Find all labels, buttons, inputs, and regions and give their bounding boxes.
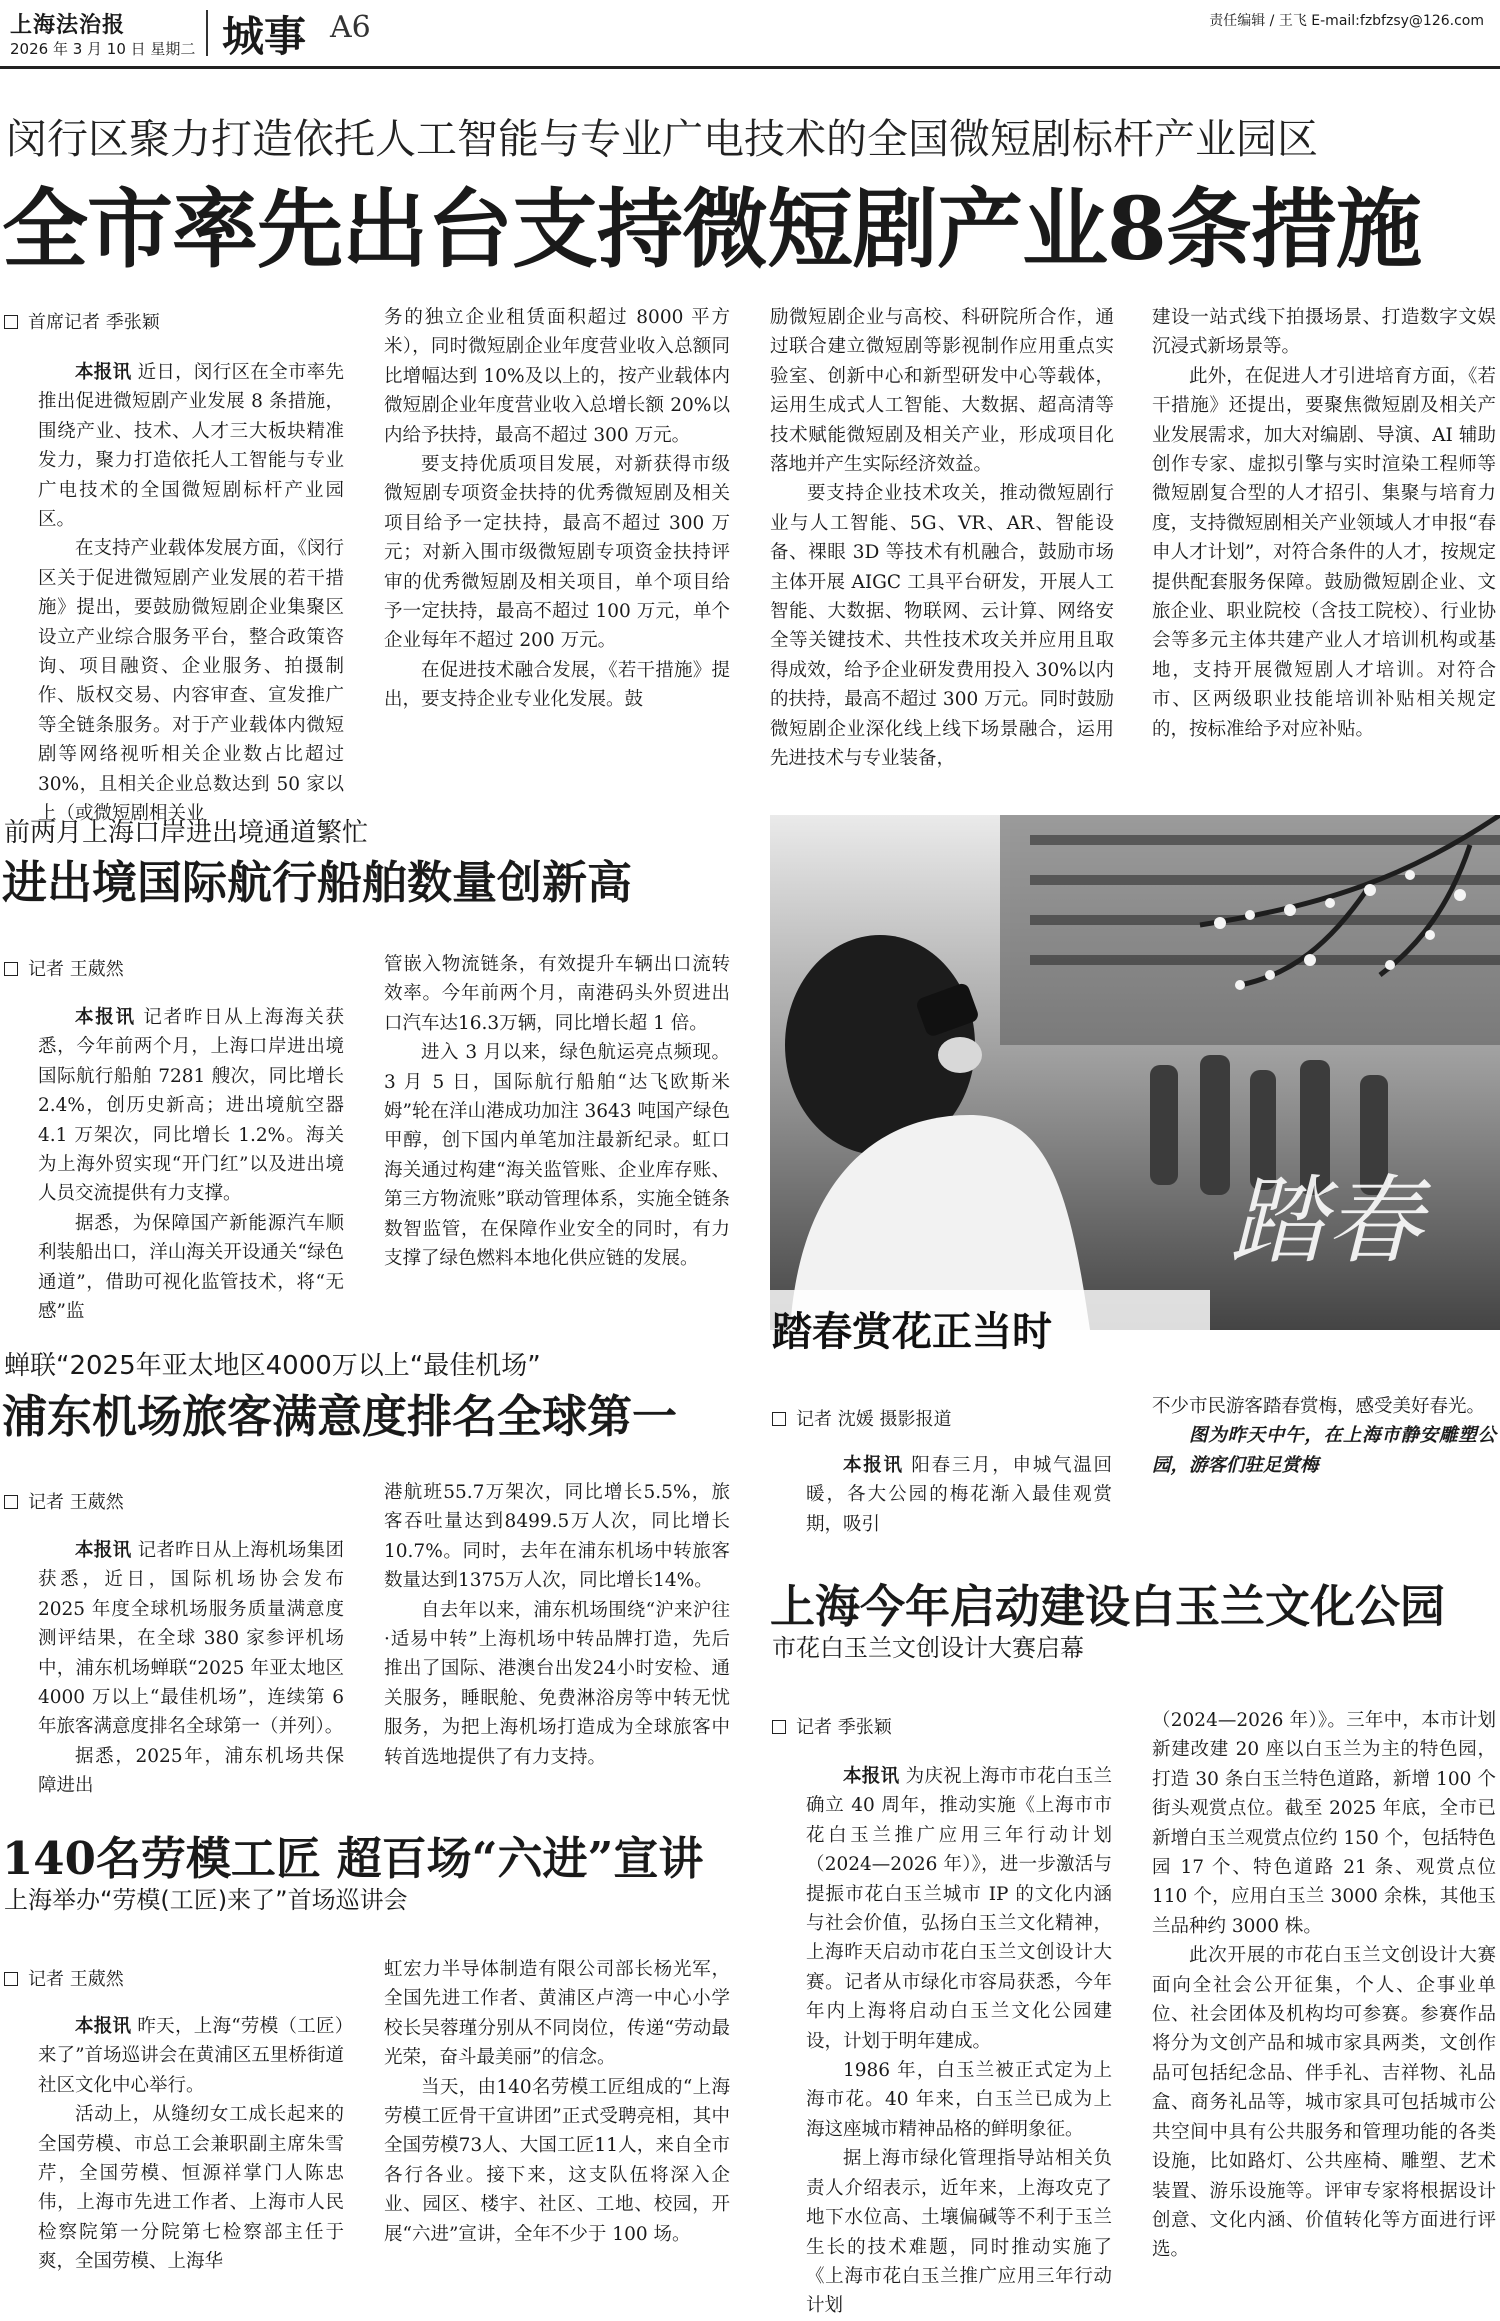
editor-info: 责任编辑 / 王飞 E-mail:fzbfzsy@126.com [1209, 13, 1484, 29]
paragraph [38, 534, 344, 828]
newspaper-logo: 上海法治报 [10, 12, 126, 38]
labor-col-2 [384, 1955, 730, 2249]
labor-subtitle: 上海举办“劳模(工匠)来了”首场巡讲会 [4, 1886, 408, 1914]
paragraph [1152, 303, 1496, 362]
photo-headline: 踏春赏花正当时 [772, 1308, 1052, 1355]
paragraph [806, 1451, 1112, 1539]
lead-col-4 [1152, 303, 1496, 744]
byline-text: 首席记者 季张颖 [28, 312, 160, 333]
paragraph-text: 自去年以来，浦东机场围绕“沪来沪往·适易中转”上海机场中转品牌打造，先后推出了国际、港澳台出发24小时安检、通关服务，睡眠舱、免费淋浴房等中转无忧服务，为把上海机场打造成为全球旅客中转首选地提供了有力支持。 [384, 1599, 730, 1768]
paragraph [1152, 1941, 1496, 2264]
paragraph [38, 1742, 344, 1801]
paragraph-text: 不少市民游客踏春赏梅，感受美好春光。 [1152, 1396, 1486, 1417]
paragraph-text: 据上海市绿化管理指导站相关负责人介绍表示，近年来，上海攻克了地下水位高、土壤偏碱等不利于玉兰生长的技术难题，同时推动实施了《上海市花白玉兰推广应用三年行动计划 [806, 2148, 1112, 2317]
lead-col-1 [38, 358, 344, 829]
ship-kicker: 前两月上海口岸进出境通道繁忙 [4, 818, 369, 848]
paragraph [806, 2144, 1112, 2320]
paragraph-text: 据悉，为保障国产新能源汽车顺利装船出口，洋山海关开设通关“绿色通道”，借助可视化监管技术，将“无感”监 [38, 1212, 344, 1323]
photo-byline [772, 1405, 951, 1431]
ship-col-2 [384, 950, 730, 1273]
dateline: 本报讯 [75, 362, 132, 383]
dateline: 本报讯 [843, 1455, 904, 1476]
paragraph [384, 1478, 730, 1596]
paragraph [38, 2100, 344, 2276]
magnolia-subtitle: 市花白玉兰文创设计大赛启幕 [772, 1634, 1084, 1662]
byline-box-icon [772, 1412, 786, 1426]
labor-col-1 [38, 2012, 344, 2277]
paragraph [384, 1955, 730, 2073]
byline-box-icon [4, 962, 18, 976]
byline-text: 记者 王葳然 [28, 959, 124, 980]
lead-kicker: 闵行区聚力打造依托人工智能与专业广电技术的全国微短剧标杆产业园区 [6, 115, 1318, 163]
paragraph-text: 励微短剧企业与高校、科研院所合作，通过联合建立微短剧等影视制作应用重点实验室、创新中心和新型研发中心等载体，运用生成式人工智能、大数据、超高清等技术赋能微短剧及相关产业，形成项目化落地并产生实际经济效益。 [770, 307, 1114, 476]
paragraph [384, 950, 730, 1038]
paragraph-text: 记者昨日从上海海关获悉，今年前两个月，上海口岸进出境国际航行船舶 7281 艘次，同比增长 2.4%，创历史新高；进出境航空器 4.1 万架次，同比增长 1.2%。海关为上海外贸实现“开门红”以及进出境人员交流提供有力支撑。 [38, 1007, 344, 1205]
dateline: 本报讯 [75, 1007, 136, 1028]
paragraph [38, 1536, 344, 1742]
masthead-rule [0, 66, 1500, 69]
paragraph [384, 303, 730, 450]
dateline: 本报讯 [75, 1540, 132, 1561]
issue-date: 2026 年 3 月 10 日 星期二 [10, 40, 196, 58]
ship-col-1 [38, 1003, 344, 1326]
section-name: 城事 [222, 12, 307, 61]
paragraph [1152, 362, 1496, 744]
paragraph-text: 近日，闵行区在全市率先推出促进微短剧产业发展 8 条措施，围绕产业、技术、人才三大板块精准发力，聚力打造依托人工智能与专业广电技术的全国微短剧标杆产业园区。 [38, 362, 344, 531]
paragraph-text: 活动上，从缝纫女工成长起来的全国劳模、市总工会兼职副主席朱雪芹，全国劳模、恒源祥掌门人陈忠伟，上海市先进工作者、上海市人民检察院第一分院第七检察部主任于爽，全国劳模、上海华 [38, 2104, 344, 2273]
paragraph [1152, 1392, 1496, 1421]
paragraph [1152, 1706, 1496, 1941]
page-number: A6 [330, 10, 371, 45]
paragraph [384, 1596, 730, 1772]
paragraph [384, 1038, 730, 1273]
labor-byline [4, 1965, 124, 1991]
magnolia-headline: 上海今年启动建设白玉兰文化公园 [770, 1580, 1446, 1633]
paragraph-text: 要支持优质项目发展，对新获得市级微短剧专项资金扶持的优秀微短剧及相关项目给予一定扶持，最高不超过 300 万元；对新入围市级微短剧专项资金扶持评审的优秀微短剧及相关项目，单个项目给予一定扶持，最高不超过 100 万元，单个企业每年不超过 200 万元。 [384, 454, 730, 652]
paragraph-text: 阳春三月，申城气温回暖，各大公园的梅花渐入最佳观赏期，吸引 [806, 1455, 1112, 1535]
byline-text: 记者 王葳然 [28, 1492, 124, 1513]
masthead-divider [206, 10, 208, 56]
paragraph [806, 1762, 1112, 2056]
byline-box-icon [4, 315, 18, 329]
byline-box-icon [772, 1720, 786, 1734]
byline-box-icon [4, 1972, 18, 1986]
ship-byline [4, 955, 124, 981]
dateline: 本报讯 [843, 1766, 900, 1787]
paragraph-text: 昨天，上海“劳模（工匠）来了”首场巡讲会在黄浦区五里桥街道社区文化中心举行。 [38, 2016, 344, 2096]
byline-box-icon [4, 1495, 18, 1509]
paragraph [770, 479, 1114, 773]
paragraph [38, 1209, 344, 1327]
paragraph [384, 450, 730, 656]
paragraph-text: 建设一站式线下拍摄场景、打造数字文娱沉浸式新场景等。 [1152, 307, 1496, 358]
magnolia-byline [772, 1713, 892, 1739]
lead-headline: 全市率先出台支持微短剧产业8条措施 [2, 179, 1421, 280]
paragraph-text: 此次开展的市花白玉兰文创设计大赛面向全社会公开征集，个人、企事业单位、社会团体及机构均可参赛。参赛作品将分为文创产品和城市家具两类，文创作品可包括纪念品、伴手礼、吉祥物、礼品盒、商务礼品等，城市家具可包括城市公共空间中具有公共服务和管理功能的各类设施，比如路灯、公共座椅、雕塑、艺术装置、游乐设施等。评审专家将根据设计创意、文化内涵、价值转化等方面进行评选。 [1152, 1945, 1496, 2261]
paragraph-text: 进入 3 月以来，绿色航运亮点频现。3 月 5 日，国际航行船舶“达飞欧斯米姆”轮在洋山港成功加注 3643 吨国产绿色甲醇，创下国内单笔加注最新纪录。虹口海关通过构建“海关监管账、企业库存账、第三方物流账”联动管理体系，实施全链条数智监管，在保障作业安全的同时，有力支撑了绿色燃料本地化供应链的发展。 [384, 1042, 730, 1270]
airport-col-1 [38, 1536, 344, 1801]
byline-text: 记者 沈媛 摄影报道 [796, 1409, 952, 1430]
magnolia-col-1 [806, 1762, 1112, 2321]
magnolia-col-2 [1152, 1706, 1496, 2265]
paragraph-text: 在支持产业载体发展方面，《闵行区关于促进微短剧产业发展的若干措施》提出，要鼓励微短剧企业集聚区设立产业综合服务平台，整合政策咨询、项目融资、企业服务、拍摄制作、版权交易、内容审查、宣发推广等全链条服务。对于产业载体内微短剧等网络视听相关企业数占比超过 30%，且相关企业总数达到 50 家以上（或微短剧相关业 [38, 538, 344, 825]
paragraph-text: 据悉，2025年，浦东机场共保障进出 [38, 1745, 344, 1797]
airport-byline [4, 1488, 124, 1514]
photo-watermark: 踏春 [1230, 1165, 1422, 1277]
paragraph-text: 务的独立企业租赁面积超过 8000 平方米），同时微短剧企业年度营业收入总额同比增幅达到 10%及以上的，按产业载体内微短剧企业年度营业收入总增长额 20%以内给予扶持，最高不超过 300 万元。 [384, 307, 730, 446]
airport-headline: 浦东机场旅客满意度排名全球第一 [2, 1390, 678, 1443]
paragraph-text: 为庆祝上海市市花白玉兰确立 40 周年，推动实施《上海市市花白玉兰推广应用三年行动计划（2024—2026 年）》，进一步激活与提振市花白玉兰城市 IP 的文化内涵与社会价值，弘扬白玉兰文化精神，上海昨天启动市花白玉兰文创设计大赛。记者从市绿化市容局获悉，今年年内上海将启动白玉兰文化公园建设，计划于明年建成。 [806, 1766, 1112, 2052]
paragraph-text: 虹宏力半导体制造有限公司部长杨光军，全国先进工作者、黄浦区卢湾一中心小学校长吴蓉瑾分别从不同岗位，传递“劳动最光荣，奋斗最美丽”的信念。 [384, 1959, 730, 2069]
paragraph [384, 656, 730, 715]
paragraph [384, 2073, 730, 2249]
paragraph-text: 此外，在促进人才引进培育方面，《若干措施》还提出，要聚焦微短剧及相关产业发展需求，加大对编剧、导演、AI 辅助创作专家、虚拟引擎与实时渲染工程师等微短剧复合型的人才招引、集聚与培育力度，支持微短剧相关产业领域人才申报“春申人才计划”，对符合条件的人才，按规定提供配套服务保障。鼓励微短剧企业、文旅企业、职业院校（含技工院校）、行业协会等多元主体共建产业人才培训机构或基地，支持开展微短剧人才培训。对符合市、区两级职业技能培训补贴相关规定的，按标准给予对应补贴。 [1152, 365, 1496, 740]
lead-col-3 [770, 303, 1114, 774]
airport-kicker: 蝉联“2025年亚太地区4000万以上“最佳机场” [4, 1351, 541, 1381]
paragraph [1152, 1421, 1496, 1480]
paragraph-text: 要支持企业技术攻关，推动微短剧行业与人工智能、5G、VR、AR、智能设备、裸眼 3D 等技术有机融合，鼓励市场主体开展 AIGC 工具平台研发，开展人工智能、大数据、物联网、云计算、网络安全等关键技术、共性技术攻关并应用且取得成效，给予企业研发费用投入 30%以内的扶持，最高不超过 300 万元。同时鼓励微短剧企业深化线上线下场景融合，运用先进技术与专业装备， [770, 483, 1114, 770]
airport-col-2 [384, 1478, 730, 1772]
paragraph [38, 358, 344, 534]
lead-byline [4, 308, 160, 334]
paragraph [806, 2056, 1112, 2144]
paragraph-text: 在促进技术融合发展，《若干措施》提出，要支持企业专业化发展。鼓 [384, 659, 730, 711]
paragraph-text: （2024—2026 年）》。三年中，本市计划新建改建 20 座以白玉兰为主的特色园，打造 30 条白玉兰特色道路，新增 100 个街头观赏点位。截至 2025 年底，全市已新增白玉兰观赏点位约 150 个，包括特色园 17 个、特色道路 21 条、观赏点位 110 个，应用白玉兰 3000 余株，其他玉兰品种约 3000 株。 [1152, 1710, 1496, 1937]
paragraph-text: 当天，由140名劳模工匠组成的“上海劳模工匠骨干宣讲团”正式受聘亮相，其中全国劳模73人、大国工匠11人，来自全市各行各业。接下来，这支队伍将深入企业、园区、楼宇、社区、工地、校园，开展“六进”宣讲，全年不少于 100 场。 [384, 2076, 730, 2245]
paragraph-text: 港航班55.7万架次，同比增长5.5%，旅客吞吐量达到8499.5万人次，同比增长10.7%。同时，去年在浦东机场中转旅客数量达到1375万人次，同比增长14%。 [384, 1482, 730, 1592]
paragraph-text: 管嵌入物流链条，有效提升车辆出口流转效率。今年前两个月，南港码头外贸进出口汽车达16.3万辆，同比增长超 1 倍。 [384, 954, 730, 1034]
byline-text: 记者 季张颖 [796, 1717, 892, 1738]
ship-headline: 进出境国际航行船舶数量创新高 [2, 856, 633, 909]
byline-text: 记者 王葳然 [28, 1969, 124, 1990]
lead-col-2 [384, 303, 730, 715]
photo-col-1 [806, 1451, 1112, 1539]
paragraph [38, 2012, 344, 2100]
paragraph [770, 303, 1114, 479]
photo-col-2 [1152, 1392, 1496, 1480]
labor-headline: 140名劳模工匠 超百场“六进”宣讲 [2, 1832, 704, 1885]
paragraph-text: 1986 年，白玉兰被正式定为上海市花。40 年来，白玉兰已成为上海这座城市精神品格的鲜明象征。 [806, 2060, 1112, 2140]
paragraph-text: 记者昨日从上海机场集团获悉，近日，国际机场协会发布 2025 年度全球机场服务质量满意度测评结果，在全球 380 家参评机场中，浦东机场蝉联“2025 年亚太地区 4000 万以上“最佳机场”，连续第 6 年旅客满意度排名全球第一（并列）。 [38, 1540, 344, 1738]
paragraph [38, 1003, 344, 1209]
photo-caption: 图为昨天中午，在上海市静安雕塑公园，游客们驻足赏梅 [1152, 1425, 1496, 1476]
dateline: 本报讯 [75, 2016, 132, 2037]
